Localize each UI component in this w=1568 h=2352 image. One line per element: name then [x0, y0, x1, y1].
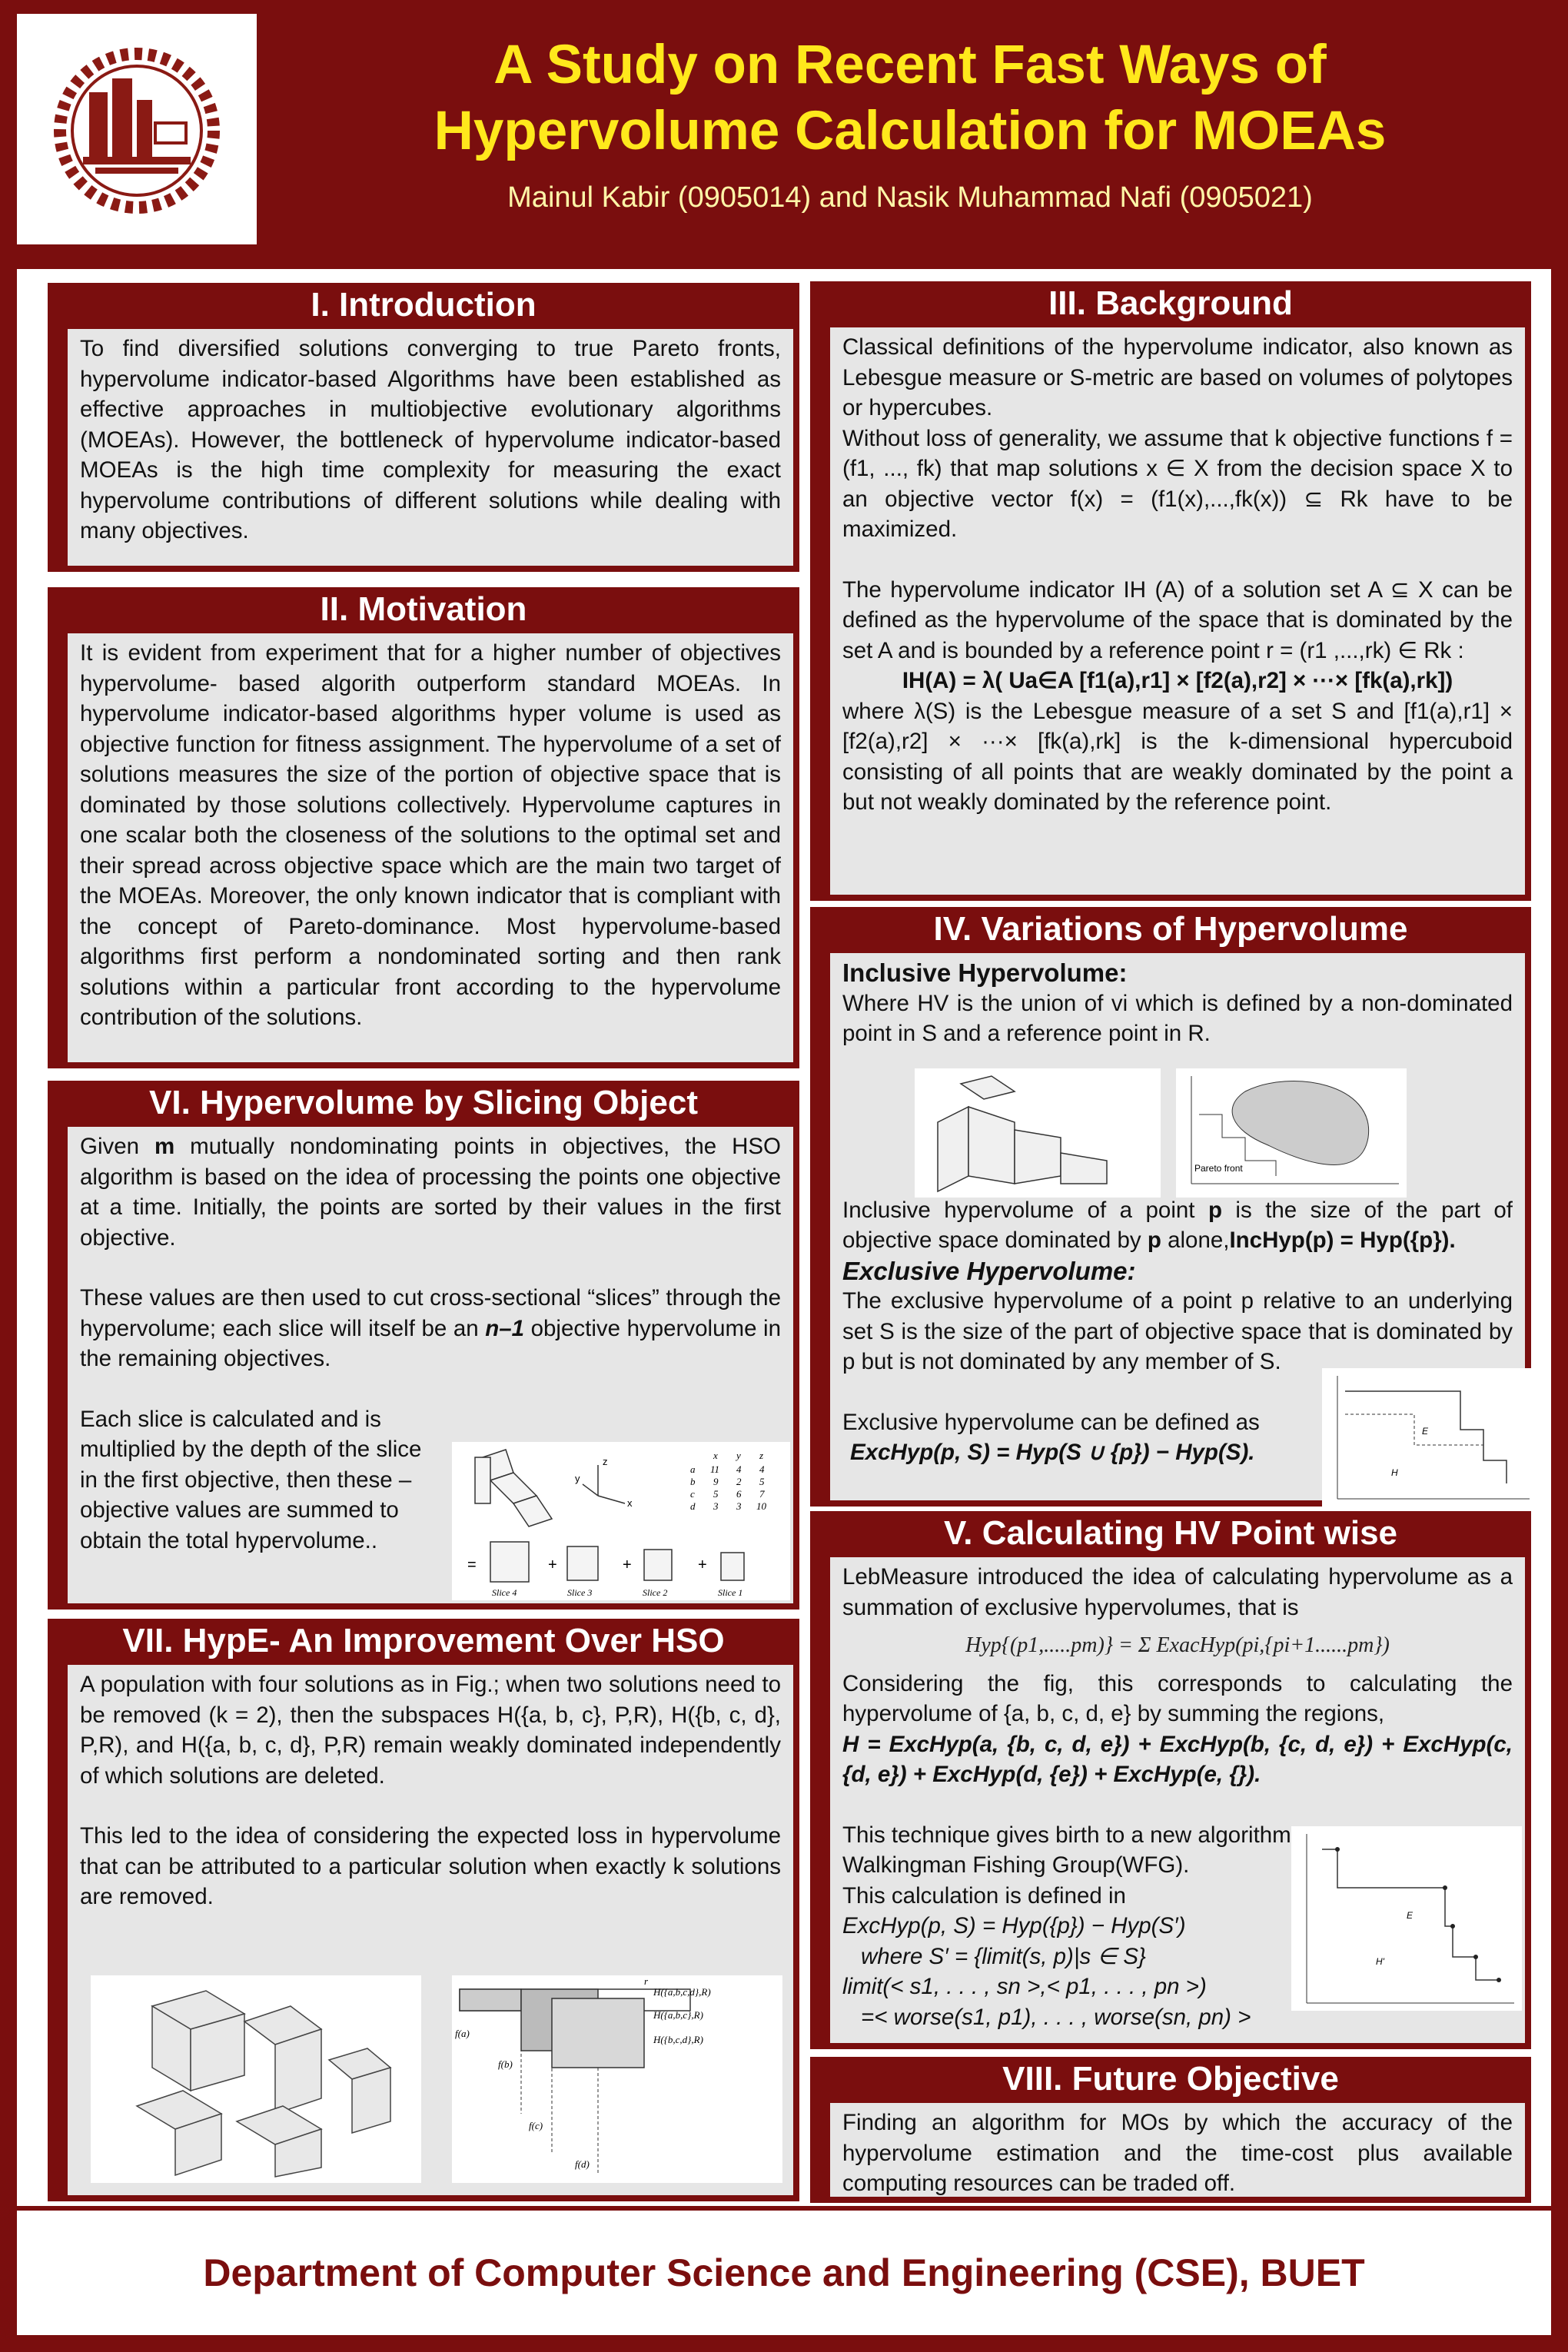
wfg-formula-3: limit(< s1, . . . , sn >,< p1, . . . , pn >)	[842, 1974, 1207, 1999]
intro-text: To find diversified solutions converging to true Pareto fronts, hypervolume indicator-based Algorithms have been established as effective approaches in multiobjective evolutionary algorithms (MOEAs). However, the bottleneck of hypervolume indicator-based MOEAs is the high time complexity for measuring the exact hypervolume contributions of different solutions while dealing with many objectives.	[80, 336, 781, 543]
background-paragraph-4: where λ(S) is the Lebesgue measure of a set S and [f1(a),r1] × [f2(a),r2] × ···× [fk(a),rk] is the k-dimensional hypercuboid consisting of all points that are weakly dominated by the point a but not weakly dominated by the reference point.	[842, 698, 1513, 815]
inclusive-figure-row	[842, 1049, 1513, 1195]
buet-logo-icon	[17, 14, 257, 244]
svg-text:Slice 3: Slice 3	[567, 1587, 593, 1598]
wfg-formula-4: =< worse(s1, p1), . . . , worse(sn, pn) >	[861, 2004, 1251, 2030]
section-title: III. Background	[1048, 284, 1293, 322]
svg-text:x: x	[627, 1497, 633, 1509]
lebmeasure-formula: Hyp{(p1,.....pm)} = Σ ExacHyp(pi,{pi+1......pm})	[965, 1633, 1390, 1657]
section-title: VI. Hypervolume by Slicing Object	[149, 1084, 698, 1121]
svg-text:3: 3	[713, 1500, 719, 1512]
section-title: I. Introduction	[311, 286, 537, 324]
svg-text:Pareto front: Pareto front	[1194, 1163, 1243, 1174]
svg-text:y: y	[575, 1473, 580, 1484]
department-name: Department of Computer Science and Engineering (CSE), BUET	[203, 2251, 1365, 2294]
svg-text:H({a,b,c,d},R): H({a,b,c,d},R)	[653, 1986, 711, 1998]
poster-title	[264, 32, 1556, 164]
svg-text:f(c): f(c)	[529, 2120, 543, 2131]
section-title: II. Motivation	[320, 590, 527, 628]
wfg-step-figure	[1291, 1826, 1522, 2011]
section-body	[68, 329, 793, 566]
section-title: IV. Variations of Hypervolume	[933, 910, 1408, 948]
svg-text:2: 2	[736, 1476, 742, 1487]
section-future	[810, 2057, 1531, 2203]
svg-text:z: z	[603, 1456, 608, 1467]
exclusive-formula: ExcHyp(p, S) = Hyp(S ∪ {p}) − Hyp(S).	[850, 1440, 1255, 1465]
hso-slicing-figure	[452, 1442, 790, 1600]
svg-text:Slice 4: Slice 4	[492, 1587, 517, 1598]
section-body	[830, 1557, 1525, 2043]
hype-3d-figure	[91, 1975, 421, 2183]
section-pointwise	[810, 1511, 1531, 2049]
exclusive-definition: The exclusive hypervolume of a point p relative to an underlying set S is the size of the part of objective space that is dominated by p but is not dominated by any member of S.	[842, 1288, 1513, 1374]
hypervolume-formula: IH(A) = λ( Ua∈A [f1(a),r1] × [f2(a),r2] × ···× [fk(a),rk])	[902, 668, 1453, 693]
motivation-text: It is evident from experiment that for a higher number of objectives hypervolume- based algorith outperform standard MOEAs. In hypervolume indicator-based algorithms hyper volume is used as objective function for fitness assignment. The hypervolume of a set of solutions measures the size of the portion of objective space that is dominated by those solutions collectively. Hypervolume captures in one scalar both the closeness of the solutions to the optimal set and their spread across objective space which are the main two target of the MOEAs. Moreover, the only known indicator that is compliant with the concept of Pareto-dominance. Most hypervolume-based algorithms first perform a nondominated sorting and then rank solutions within a particular front according to the hypervolume contribution of the solutions.	[80, 640, 781, 1030]
title-line-2: Hypervolume Calculation for MOEAs	[434, 101, 1387, 161]
svg-text:H({b,c,d},R): H({b,c,d},R)	[653, 2034, 703, 2045]
svg-text:f(b): f(b)	[498, 2058, 513, 2070]
svg-text:f(a): f(a)	[455, 2028, 470, 2039]
background-paragraph-3: The hypervolume indicator IH (A) of a solution set A ⊆ X can be defined as the hypervolume of the space that is dominated by the set A and is bounded by a reference point r = (r1 ,...,rk) ∈ Rk :	[842, 576, 1513, 663]
pointwise-sum-formula: H = ExcHyp(a, {b, c, d, e}) + ExcHyp(b, {c, d, e}) + ExcHyp(c, {d, e}) + ExcHyp(d, {e}) + ExcHyp(e, {}).	[842, 1731, 1513, 1787]
exclusive-step-figure	[1322, 1368, 1537, 1507]
svg-text:4: 4	[759, 1463, 765, 1475]
exclusive-intro: Exclusive hypervolume can be defined as	[842, 1409, 1260, 1435]
svg-text:f(d): f(d)	[575, 2158, 590, 2170]
section-background	[810, 281, 1531, 901]
svg-text:E: E	[1407, 1910, 1414, 1921]
hype-paragraph-1: A population with four solutions as in Fig.; when two solutions need to be removed (k = 2), then the subspaces H({a, b, c}, P,R), H({b, c, d}, P,R), and H({a, b, c, d}, P,R) remain weakly dominated independently of which solutions are deleted.	[80, 1672, 781, 1789]
section-hype	[48, 1619, 799, 2201]
future-text: Finding an algorithm for MOs by which the accuracy of the hypervolume estimation and the time-cost plus available computing resources can be traded off.	[842, 2110, 1513, 2196]
section-body	[830, 953, 1525, 1500]
section-body	[68, 633, 793, 1062]
inclusive-heading: Inclusive Hypervolume:	[842, 958, 1128, 987]
inclusive-point-text: Inclusive hypervolume of a point p is the size of the part of objective space dominated by p alone,IncHyp(p) = Hyp({p}).	[842, 1197, 1513, 1253]
hso-paragraph-1: Given m mutually nondominating points in objectives, the HSO algorithm is based on the idea of processing the points one objective at a time. Initially, the points are sorted by their values in the first objective.	[80, 1134, 781, 1251]
exclusive-heading: Exclusive Hypervolume:	[842, 1256, 1136, 1285]
title-line-1: A Study on Recent Fast Ways of	[493, 35, 1327, 95]
wfg-definition: This calculation is defined in	[842, 1882, 1126, 1909]
logo-panel	[17, 14, 257, 244]
svg-text:E: E	[1422, 1426, 1429, 1437]
svg-text:+: +	[623, 1556, 632, 1573]
svg-text:3: 3	[736, 1500, 742, 1512]
svg-text:+: +	[698, 1556, 707, 1573]
svg-text:x: x	[713, 1450, 718, 1461]
svg-text:b: b	[690, 1476, 696, 1487]
section-motivation	[48, 587, 799, 1068]
svg-text:4: 4	[736, 1463, 742, 1475]
authors: Mainul Kabir (0905014) and Nasik Muhammad Nafi (0905021)	[507, 181, 1313, 214]
wfg-formula-2: where S′ = {limit(s, p)|s ∈ S}	[861, 1943, 1146, 1969]
section-body	[830, 327, 1525, 895]
svg-text:5: 5	[713, 1488, 719, 1500]
wfg-formula-1: ExcHyp(p, S) = Hyp({p}) − Hyp(S′)	[842, 1913, 1186, 1938]
pareto-front-figure	[1176, 1068, 1407, 1198]
wfg-text-block	[842, 1820, 1304, 2033]
wfg-intro: This technique gives birth to a new algorithm Walkingman Fishing Group(WFG).	[842, 1822, 1291, 1878]
section-body	[68, 1665, 793, 2195]
section-title: VIII. Future Objective	[1002, 2060, 1339, 2098]
svg-text:7: 7	[759, 1488, 765, 1500]
hso-paragraph-2: These values are then used to cut cross-sectional “slices” through the hypervolume; each slice will itself be an n–1 objective hypervolume in the remaining objectives.	[80, 1285, 781, 1371]
poster-footer	[17, 2211, 1551, 2335]
svg-text:Slice 2: Slice 2	[643, 1587, 668, 1598]
background-paragraph-1: Classical definitions of the hypervolume indicator, also known as Lebesgue measure or S-metric are based on volumes of polytopes or hypercubes.	[842, 334, 1513, 420]
svg-text:d: d	[690, 1500, 696, 1512]
section-introduction	[48, 283, 799, 572]
svg-text:r: r	[644, 1975, 649, 1987]
title-area	[264, 14, 1556, 244]
inclusive-cube-figure	[915, 1068, 1161, 1198]
section-body	[830, 2103, 1525, 2197]
inclusive-definition: Where HV is the union of vi which is defined by a non-dominated point in S and a reference point in R.	[842, 990, 1513, 1046]
svg-text:c: c	[690, 1488, 695, 1500]
poster-header	[0, 0, 1568, 261]
section-title: VII. HypE- An Improvement Over HSO	[122, 1622, 725, 1659]
svg-text:a: a	[690, 1463, 696, 1475]
svg-text:y: y	[736, 1450, 741, 1461]
section-body	[68, 1127, 793, 1603]
section-variations	[810, 907, 1531, 1507]
svg-text:10: 10	[756, 1500, 766, 1512]
section-hso	[48, 1081, 799, 1610]
hype-subspace-figure	[452, 1975, 782, 2183]
svg-text:11: 11	[710, 1463, 720, 1475]
svg-text:5: 5	[759, 1476, 765, 1487]
svg-text:H: H	[1391, 1467, 1398, 1478]
svg-text:Slice 1: Slice 1	[718, 1587, 743, 1598]
svg-text:=: =	[467, 1556, 477, 1573]
section-title: V. Calculating HV Point wise	[943, 1514, 1398, 1552]
svg-text:H': H'	[1376, 1956, 1384, 1967]
svg-text:z: z	[759, 1450, 764, 1461]
background-paragraph-2: Without loss of generality, we assume that k objective functions f =(f1, ..., fk) that map solutions x ∈ X from the decision space X to an objective vector f(x) = (f1(x),...,fk(x)) ⊆ Rk have to be maximized.	[842, 425, 1513, 542]
pointwise-paragraph-1: LebMeasure introduced the idea of calculating hypervolume as a summation of exclusive hypervolumes, that is	[842, 1564, 1513, 1620]
pointwise-paragraph-2: Considering the fig, this corresponds to calculating the hypervolume of {a, b, c, d, e} by summing the regions,	[842, 1670, 1513, 1726]
svg-text:6: 6	[736, 1488, 742, 1500]
hso-paragraph-3: Each slice is calculated and is multiplied by the depth of the slice in the first objective, then these –objective values are summed to obtain the total hypervolume..	[80, 1406, 422, 1553]
svg-text:H({a,b,c},R): H({a,b,c},R)	[653, 2009, 703, 2021]
svg-text:+: +	[548, 1556, 557, 1573]
hype-paragraph-2: This led to the idea of considering the expected loss in hypervolume that can be attributed to a particular solution when exactly k solutions are removed.	[80, 1823, 781, 1909]
svg-text:9: 9	[713, 1476, 719, 1487]
